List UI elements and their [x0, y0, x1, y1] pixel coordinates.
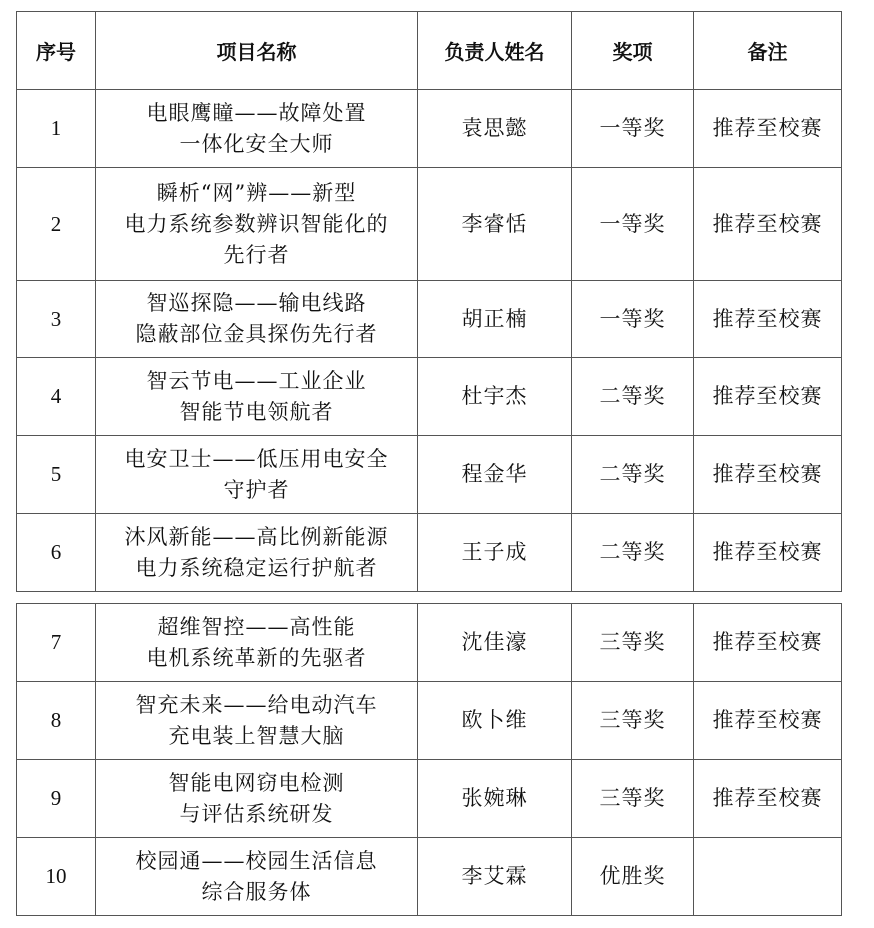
- leader-name: 欧卜维: [418, 682, 572, 760]
- project-name-line: 电力系统参数辨识智能化的: [124, 211, 389, 236]
- project-name-line: 先行者: [223, 242, 290, 267]
- awards-table-part-1: [16, 11, 842, 592]
- project-name-line: 电眼鹰瞳——故障处置: [146, 100, 367, 125]
- table-row: [17, 514, 842, 592]
- project-name-line: 智能节电领航者: [179, 399, 334, 424]
- award: 二等奖: [572, 436, 694, 514]
- project-name-line: 电机系统革新的先驱者: [146, 645, 367, 670]
- project-name-line: 与评估系统研发: [179, 801, 334, 826]
- header-project-name: 项目名称: [96, 12, 418, 90]
- table-row: [17, 604, 842, 682]
- row-number: 8: [17, 682, 96, 760]
- header-number: 序号: [17, 12, 96, 90]
- award: 三等奖: [572, 604, 694, 682]
- award: 优胜奖: [572, 838, 694, 916]
- note: 推荐至校赛: [694, 281, 842, 358]
- leader-name: 袁思懿: [418, 90, 572, 168]
- project-name: [96, 168, 418, 281]
- header-row: [17, 12, 842, 90]
- project-name-line: 隐蔽部位金具探伤先行者: [135, 322, 378, 346]
- note: 推荐至校赛: [694, 514, 842, 592]
- table-row: [17, 682, 842, 760]
- award: 二等奖: [572, 514, 694, 592]
- award: 二等奖: [572, 358, 694, 436]
- award: 一等奖: [572, 281, 694, 358]
- table-row: [17, 90, 842, 168]
- table-row: [17, 436, 842, 514]
- note: 推荐至校赛: [694, 168, 842, 281]
- row-number: 4: [17, 358, 96, 436]
- row-number: 10: [17, 838, 96, 916]
- row-number: 6: [17, 514, 96, 592]
- leader-name: 张婉琳: [418, 760, 572, 838]
- project-name-line: 电安卫士——低压用电安全: [124, 446, 389, 471]
- project-name: [96, 436, 418, 514]
- project-name: [96, 358, 418, 436]
- project-name-line: 一体化安全大师: [179, 131, 334, 156]
- award: 三等奖: [572, 760, 694, 838]
- project-name: [96, 604, 418, 682]
- project-name-line: 电力系统稳定运行护航者: [135, 555, 378, 580]
- project-name-line: 校园通——校园生活信息: [135, 848, 378, 873]
- award: 一等奖: [572, 90, 694, 168]
- row-number: 1: [17, 90, 96, 168]
- note: 推荐至校赛: [694, 436, 842, 514]
- row-number: 3: [17, 281, 96, 358]
- leader-name: 李艾霖: [418, 838, 572, 916]
- awards-table-part-2: [16, 603, 842, 916]
- project-name: [96, 514, 418, 592]
- award: 一等奖: [572, 168, 694, 281]
- note: 推荐至校赛: [694, 760, 842, 838]
- project-name-line: 超维智控——高性能: [157, 614, 356, 639]
- project-name-line: 智巡探隐——输电线路: [146, 291, 367, 315]
- project-name-line: 瞬析“网”辨——新型: [156, 180, 357, 205]
- note: 推荐至校赛: [694, 604, 842, 682]
- table-row: [17, 358, 842, 436]
- project-name-line: 智云节电——工业企业: [146, 368, 367, 393]
- project-name: [96, 682, 418, 760]
- award: 三等奖: [572, 682, 694, 760]
- table-row: [17, 838, 842, 916]
- note: [694, 838, 842, 916]
- header-award: 奖项: [572, 12, 694, 90]
- leader-name: 沈佳濠: [418, 604, 572, 682]
- header-note: 备注: [694, 12, 842, 90]
- leader-name: 王子成: [418, 514, 572, 592]
- project-name-line: 沐风新能——高比例新能源: [124, 524, 389, 549]
- table-row: [17, 760, 842, 838]
- project-name-line: 守护者: [223, 477, 290, 502]
- leader-name: 胡正楠: [418, 281, 572, 358]
- note: 推荐至校赛: [694, 682, 842, 760]
- leader-name: 李睿恬: [418, 168, 572, 281]
- leader-name: 杜宇杰: [418, 358, 572, 436]
- table-row: [17, 168, 842, 281]
- note: 推荐至校赛: [694, 90, 842, 168]
- project-name-line: 综合服务体: [201, 879, 312, 904]
- row-number: 9: [17, 760, 96, 838]
- project-name-line: 智能电网窃电检测: [168, 770, 345, 795]
- row-number: 7: [17, 604, 96, 682]
- row-number: 2: [17, 168, 96, 281]
- project-name-line: 智充未来——给电动汽车: [135, 692, 378, 717]
- note: 推荐至校赛: [694, 358, 842, 436]
- project-name: [96, 281, 418, 358]
- project-name: [96, 760, 418, 838]
- row-number: 5: [17, 436, 96, 514]
- table-row: [17, 281, 842, 358]
- project-name-line: 充电装上智慧大脑: [168, 723, 345, 748]
- leader-name: 程金华: [418, 436, 572, 514]
- project-name: [96, 90, 418, 168]
- project-name: [96, 838, 418, 916]
- header-leader-name: 负责人姓名: [418, 12, 572, 90]
